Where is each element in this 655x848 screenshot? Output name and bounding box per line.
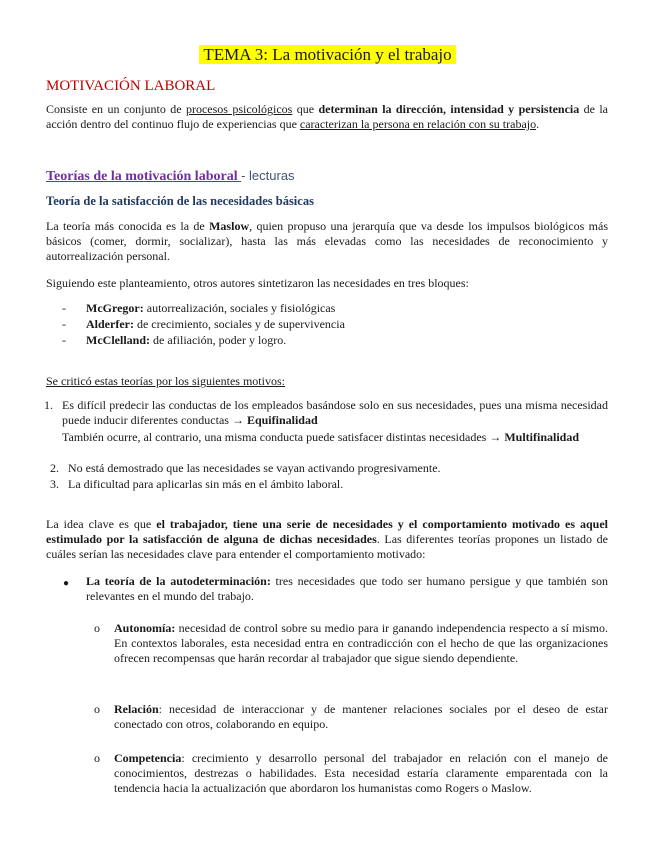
list-number: 1. <box>44 398 53 412</box>
theories-link[interactable]: Teorías de la motivación laboral <box>46 169 242 184</box>
need-autonomy: Autonomía: necesidad de control sobre su medio para ir ganando independencia respecto a sí mismo. En contextos laborales, esta necesidad entra en contradicción con el hecho de que las organizaciones ofrecen recompensas que harán recordar al trabajador que sigue siendo dependiente. <box>114 621 608 665</box>
maslow-paragraph: La teoría más conocida es la de Maslow, quien propuso una jerarquía que va desde los impulsos biológicos más básicos (comer, dormir, socializar), hasta las más elevadas como las necesidades de reconocimiento y autorrealización personal. <box>46 219 608 263</box>
need-relation: Relación: necesidad de interaccionar y de mantener relaciones sociales por el deseo de estar conectado con otros, colaborando en equipo. <box>114 702 608 731</box>
list-item: Alderfer: de crecimiento, sociales y de supervivencia <box>86 317 345 331</box>
definition-paragraph: Consiste en un conjunto de procesos psicológicos que determinan la dirección, intensidad y persistencia de la acción dentro del continuo flujo de experiencias que caracterizan la persona en relación con su trabajo. <box>46 102 609 131</box>
criticism-item-1: Es difícil predecir las conductas de los empleados basándose solo en sus necesidades, pues una misma necesidad puede inducir diferentes conductas → Equifinalidad <box>62 398 608 427</box>
criticism-intro: Se criticó estas teorías por los siguientes motivos: <box>46 374 285 388</box>
list-dash: - <box>62 301 66 315</box>
bullet-icon: ● <box>63 578 70 589</box>
subheading: Teoría de la satisfacción de las necesidades básicas <box>46 194 314 208</box>
theories-heading: Teorías de la motivación laboral - lecturas <box>46 168 295 184</box>
list-item: McGregor: autorrealización, sociales y fisiológicas <box>86 301 336 315</box>
list-number: 2. <box>50 461 59 475</box>
arrow-icon: → <box>489 430 502 444</box>
key-idea-paragraph: La idea clave es que el trabajador, tiene una serie de necesidades y el comportamiento motivado es aquel estimulado por la satisfacción de alguna de dichas necesidades. Las diferentes teorías propones un listado de cuáles serían las necesidades clave para entender el comportamiento motivado: <box>46 517 609 561</box>
criticism-item-1-continuation: También ocurre, al contrario, una misma conducta puede satisfacer distintas necesidades → Multifinalidad <box>62 430 580 444</box>
list-dash: - <box>62 317 66 331</box>
need-competence: Competencia: crecimiento y desarrollo personal del trabajador en relación con el manejo de conocimientos, destrezas o habilidades. Esta necesidad estaría claramente emparentada con la tendencia hacia la actualización que abordaron los humanistas como Rogers o Maslow. <box>114 751 608 795</box>
circle-bullet-icon: o <box>94 621 100 635</box>
circle-bullet-icon: o <box>94 702 100 716</box>
blocks-intro: Siguiendo este planteamiento, otros autores sintetizaron las necesidades en tres bloques: <box>46 276 469 290</box>
section-heading: MOTIVACIÓN LABORAL <box>46 78 216 94</box>
self-determination-item: La teoría de la autodeterminación: tres necesidades que todo ser humano persigue y que también son relevantes en el mundo del trabajo. <box>86 574 608 603</box>
list-dash: - <box>62 333 66 347</box>
circle-bullet-icon: o <box>94 751 100 765</box>
criticism-item-3: La dificultad para aplicarlas sin más en el ámbito laboral. <box>68 477 344 491</box>
list-number: 3. <box>50 477 59 491</box>
list-item: McClelland: de afiliación, poder y logro. <box>86 333 287 347</box>
title-highlight: TEMA 3: La motivación y el trabajo <box>199 45 455 64</box>
arrow-icon: → <box>231 413 244 427</box>
criticism-item-2: No está demostrado que las necesidades se vayan activando progresivamente. <box>68 461 441 475</box>
page-title <box>0 44 655 66</box>
